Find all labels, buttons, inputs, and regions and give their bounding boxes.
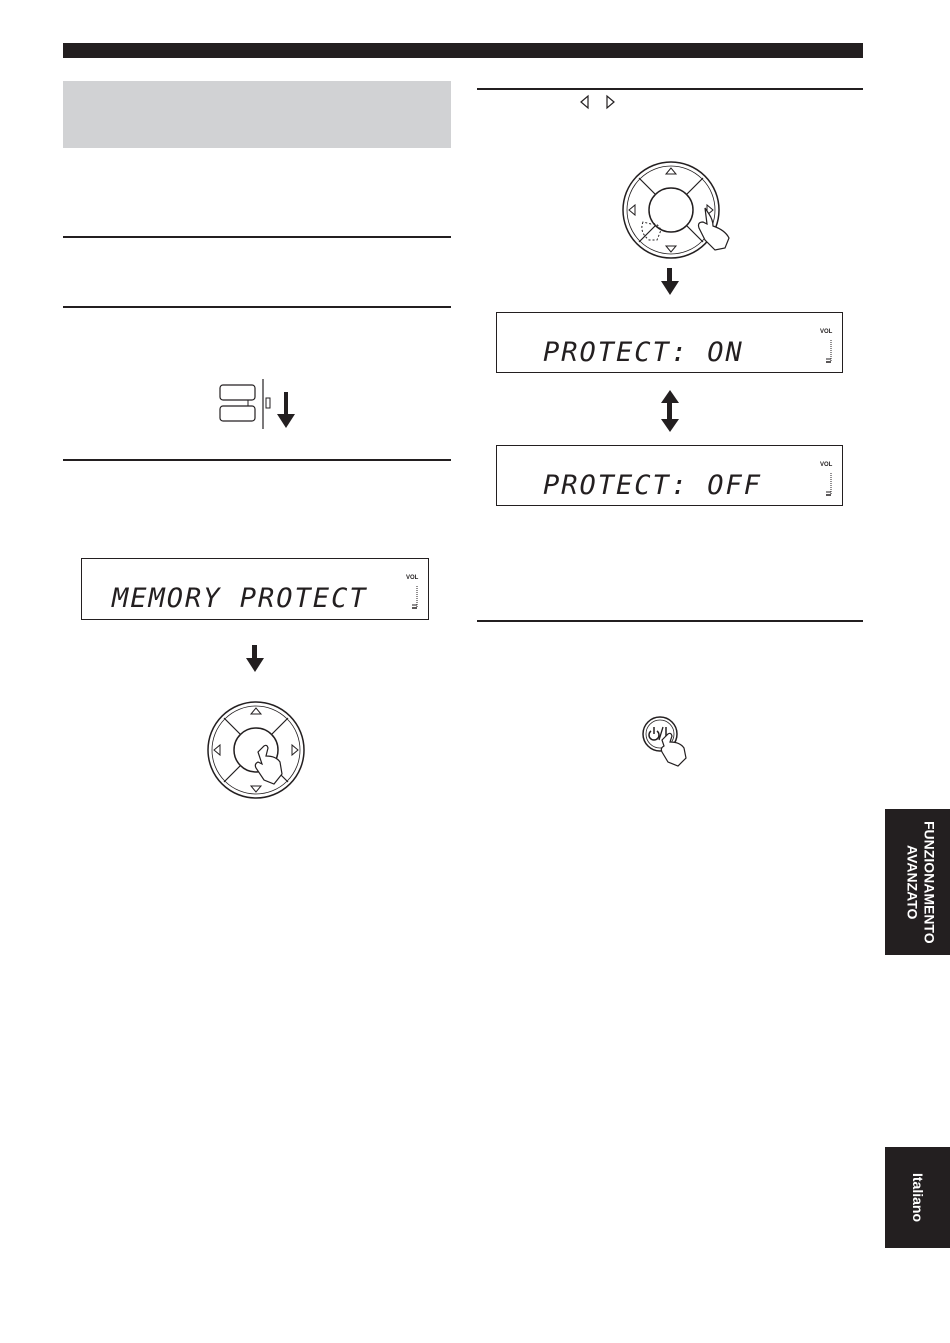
arrow-down-icon — [661, 268, 679, 296]
step-divider — [63, 236, 451, 238]
step-divider — [63, 306, 451, 308]
display-text: PROTECT: ON — [543, 337, 744, 368]
cursor-pad-icon — [206, 700, 306, 800]
step-divider — [63, 459, 451, 461]
step-divider — [477, 620, 863, 622]
volume-meter-icon — [825, 472, 833, 496]
double-arrow-icon — [661, 390, 679, 432]
volume-meter-icon — [825, 339, 833, 363]
vol-label: VOL — [820, 462, 833, 468]
side-tab-language-label: Italiano — [910, 1172, 926, 1222]
left-cursor-icon — [581, 96, 588, 108]
right-cursor-icon — [607, 96, 614, 108]
section-title-box — [63, 81, 451, 148]
side-tab-language — [885, 1147, 950, 1248]
front-panel-switch-icon — [215, 378, 305, 430]
display-memory-protect — [81, 558, 429, 620]
left-right-cursor-glyphs — [579, 94, 619, 110]
header-bar — [63, 43, 863, 58]
step-divider — [477, 88, 863, 90]
side-tab-section — [885, 809, 950, 955]
arrow-down-icon — [246, 645, 264, 673]
vol-label: VOL — [820, 329, 833, 335]
display-text: MEMORY PROTECT — [112, 583, 368, 614]
cursor-pad-icon — [621, 160, 721, 260]
vol-label: VOL — [406, 575, 419, 581]
display-protect-off — [496, 445, 843, 506]
display-text: PROTECT: OFF — [543, 470, 763, 501]
display-protect-on — [496, 312, 843, 373]
power-button-icon — [638, 712, 694, 768]
side-tab-section-label: FUNZIONAMENTO AVANZATO — [904, 820, 938, 944]
volume-meter-icon — [411, 585, 419, 609]
